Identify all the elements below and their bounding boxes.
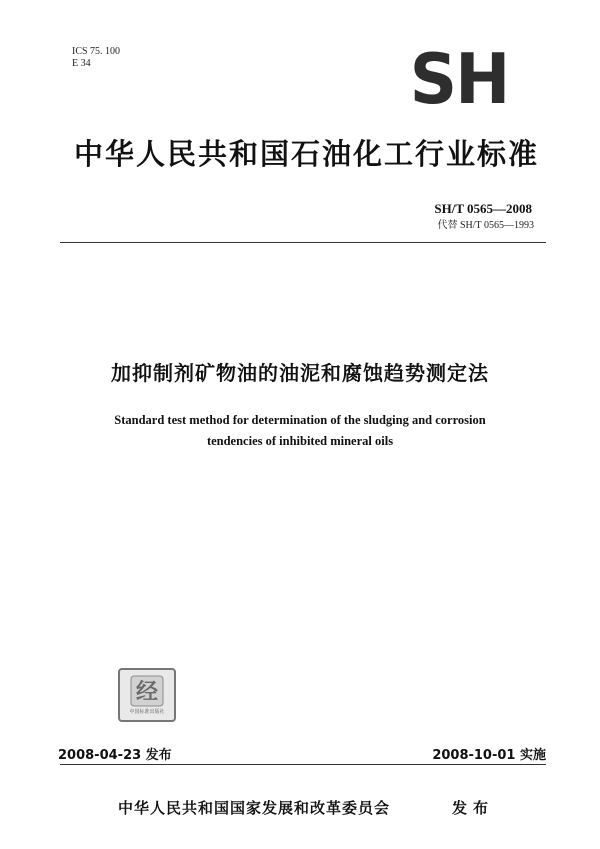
seal-caption: 中国标准出版社 [129,709,165,715]
seal-character: 经 [135,680,159,705]
implementation-date: 2008-10-01 实施 [432,748,546,763]
publish-label: 发布 [452,799,495,817]
classification-codes [72,46,120,70]
issuing-authority: 中华人民共和国国家发展和改革委员会 [118,799,391,817]
english-title-line-1: Standard test method for determination of the sludging and corrosion [114,413,486,427]
issue-date: 2008-04-23 发布 [58,748,172,763]
ccs-code: E 34 [72,58,91,69]
document-title-chinese: 加抑制剂矿物油的油泥和腐蚀趋势测定法 [111,361,489,385]
replaces-standard: 代替 SH/T 0565—1993 [437,220,534,231]
ics-code: ICS 75. 100 [72,46,121,57]
document-title-english [0,410,600,452]
english-title-line-2: tendencies of inhibited mineral oils [206,434,394,448]
seal-emblem-icon [130,675,164,707]
sh-logo: SH [409,39,509,120]
standard-number: SH/T 0565—2008 [434,201,532,216]
top-divider [60,242,546,243]
publisher-seal [118,668,176,722]
industry-standard-title: 中华人民共和国石油化工行业标准 [74,137,540,171]
bottom-divider [60,764,546,765]
